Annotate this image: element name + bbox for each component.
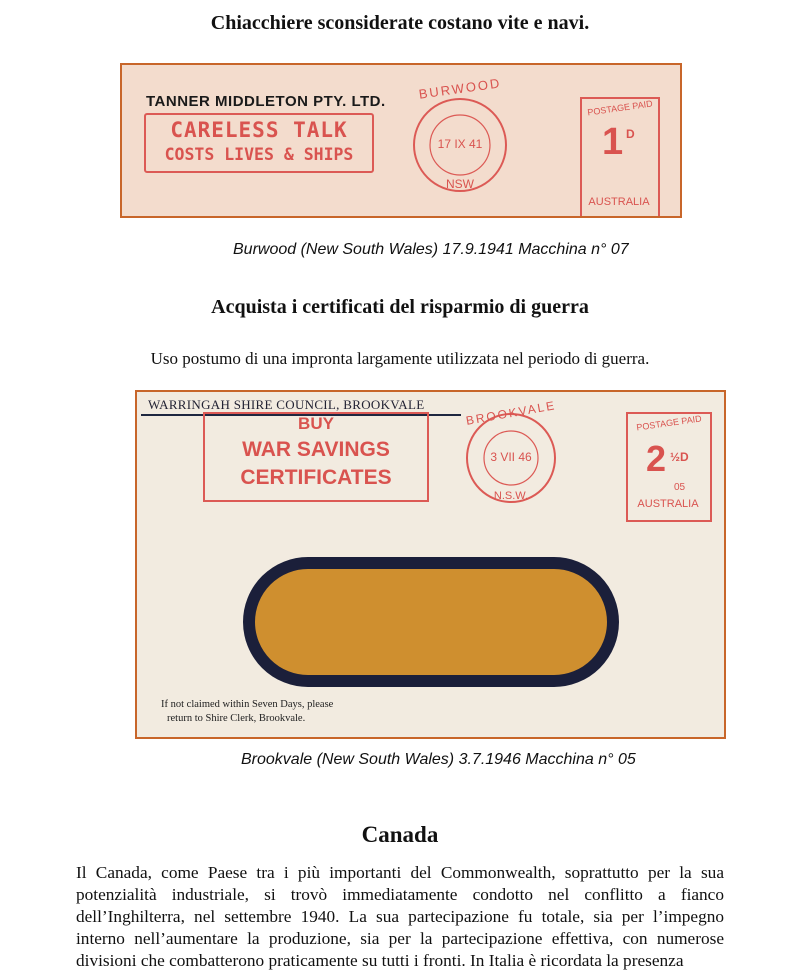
section-title-war-savings: Acquista i certificati del risparmio di guerra [211,296,589,318]
postmark-date: 17 IX 41 [437,137,483,151]
cover-image-brookvale [135,390,726,739]
caption-brookvale: Brookvale (New South Wales) 3.7.1946 Macchina n° 05 [241,751,636,768]
section-title-careless-talk: Chiacchiere sconsiderate costano vite e navi. [210,12,590,34]
meter-country: AUSTRALIA [637,498,699,510]
meter-postage-paid: POSTAGE PAID [635,413,703,433]
meter-number: 05 [674,482,686,493]
section-title-canada: Canada [361,822,439,847]
slogan-war-savings: WAR SAVINGS [242,438,390,461]
meter-fraction: ½D [670,450,689,464]
cover-image-burwood [120,63,682,218]
council-name: WARRINGAH SHIRE COUNCIL, BROOKVALE [148,397,425,412]
meter-frank [580,97,660,218]
company-name: TANNER MIDDLETON PTY. LTD. [146,93,386,110]
canada-paragraph-text: Il Canada, come Paese tra i più importanti del Commonwealth, soprattutto per la sua potenzialità industriale, si trovò immediatamente condotto nel conflitto a fianco dell’Inghilterra, nel settembre 1940. La sua partecipazione fu totale, sia per l’impegno interno nell’aumentare la produzione, sia per la partecipazione effettiva, con numerose divisioni che combatterono praticamente su tutti i fronti. In Italia è ricordata la presenza [76,863,724,970]
section-subtitle: Uso postumo di una impronta largamente utilizzata nel periodo di guerra. [150,349,650,368]
meter-country: AUSTRALIA [588,196,650,208]
slogan-line-2: COSTS LIVES & SHIPS [164,145,354,164]
meter-postage-paid: POSTAGE PAID [586,98,654,118]
postmark-date: 3 VII 46 [490,450,532,464]
meter-frank [626,412,712,522]
meter-value-d: D [626,127,635,141]
slogan-line-1: CARELESS TALK [170,118,348,142]
return-note-line-2: return to Shire Clerk, Brookvale. [167,713,306,724]
slogan-box [144,113,374,173]
meter-value: 2 [646,438,667,479]
postmark-town: BROOKVALE [464,398,558,428]
slogan-buy: BUY [298,414,334,433]
meter-value: 1 [602,121,624,163]
war-savings-box [203,412,429,502]
postmark-state: NSW [446,177,474,191]
caption-burwood: Burwood (New South Wales) 17.9.1941 Macchina n° 07 [233,241,629,258]
postmark-state: N.S.W. [493,490,529,502]
postmark-town: BURWOOD [417,75,503,102]
canada-paragraph [76,862,724,972]
envelope-window [243,557,619,687]
slogan-certificates: CERTIFICATES [240,466,392,489]
return-note-line-1: If not claimed within Seven Days, please [161,699,334,710]
